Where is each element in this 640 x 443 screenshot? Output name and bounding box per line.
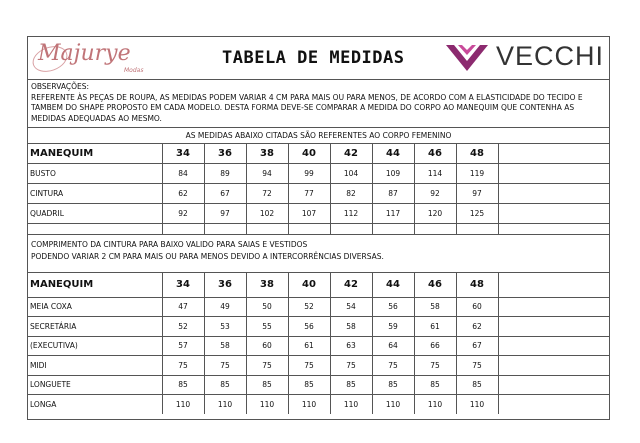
table-cell: 52 (162, 317, 204, 337)
table-row (28, 297, 609, 317)
header-label: MANEQUIM (28, 273, 162, 297)
table-cell: 75 (288, 356, 330, 376)
table-cell: 125 (456, 203, 498, 223)
table1-caption: AS MEDIDAS ABAIXO CITADAS SÃO REFERENTES AO CORPO FEMENINO (28, 128, 609, 144)
table-cell: 75 (456, 356, 498, 376)
table-cell: 109 (372, 163, 414, 183)
size-header: 42 (330, 144, 372, 163)
table-cell: 54 (330, 297, 372, 317)
size-header: 38 (246, 273, 288, 297)
table-cell: 67 (204, 183, 246, 203)
empty-cell (498, 317, 609, 337)
table-cell: 120 (414, 203, 456, 223)
table-cell: 110 (372, 395, 414, 415)
table-cell: 112 (330, 203, 372, 223)
vecchi-logo-text: VECCHI (496, 41, 605, 71)
table-cell: 104 (330, 163, 372, 183)
size-chart-sheet (27, 36, 610, 420)
table-cell: 89 (204, 163, 246, 183)
table-cell: 53 (204, 317, 246, 337)
table-row (28, 203, 609, 223)
observations-text: REFERENTE ÀS PEÇAS DE ROUPA, AS MEDIDAS PODEM VARIAR 4 CM PARA MAIS OU PARA MENOS, DE ACORDO COM A ELASTICIDADE DO TECIDO E TAMBEM DO SHAPE PROPOSTO EM CADA MODELO. DESTA FORMA DEVE-SE COMPARAR A MEDIDA DO CORPO AO MANEQUIM QUE CONTENHA AS MEDIDAS ADEQUADAS AO MESMO. (31, 92, 583, 123)
table-cell: 84 (162, 163, 204, 183)
length-note (28, 234, 609, 273)
table-cell: 62 (162, 183, 204, 203)
table-cell: 85 (246, 375, 288, 395)
row-label: MIDI (28, 356, 162, 376)
table-cell: 66 (414, 336, 456, 356)
empty-cell (498, 273, 609, 297)
table-cell: 85 (288, 375, 330, 395)
empty-cell (162, 223, 204, 234)
empty-cell (498, 336, 609, 356)
table-cell: 59 (372, 317, 414, 337)
size-header: 44 (372, 273, 414, 297)
empty-cell (498, 395, 609, 415)
table-cell: 61 (288, 336, 330, 356)
table-row (28, 183, 609, 203)
table-cell: 61 (414, 317, 456, 337)
observations-heading: OBSERVAÇÕES: (31, 82, 90, 91)
table-cell: 102 (246, 203, 288, 223)
table-cell: 75 (372, 356, 414, 376)
table-cell: 110 (162, 395, 204, 415)
table-header-row (28, 144, 609, 163)
table-cell: 110 (330, 395, 372, 415)
size-header: 34 (162, 144, 204, 163)
table-cell: 56 (288, 317, 330, 337)
size-header: 36 (204, 273, 246, 297)
table-cell: 110 (414, 395, 456, 415)
empty-cell (28, 223, 162, 234)
table-cell: 117 (372, 203, 414, 223)
header (28, 37, 609, 80)
table-cell: 75 (330, 356, 372, 376)
table-cell: 85 (414, 375, 456, 395)
table-cell: 107 (288, 203, 330, 223)
empty-cell (498, 203, 609, 223)
row-label: QUADRIL (28, 203, 162, 223)
observations (28, 80, 609, 128)
table-cell: 75 (246, 356, 288, 376)
row-label: LONGUETE (28, 375, 162, 395)
table-cell: 85 (330, 375, 372, 395)
size-header: 44 (372, 144, 414, 163)
table-cell: 99 (288, 163, 330, 183)
empty-cell (498, 356, 609, 376)
table-cell: 56 (372, 297, 414, 317)
brand-subtitle: Modas (124, 67, 144, 74)
size-header: 42 (330, 273, 372, 297)
table-cell: 110 (456, 395, 498, 415)
row-label: (EXECUTIVA) (28, 336, 162, 356)
table-cell: 63 (330, 336, 372, 356)
table-cell: 75 (162, 356, 204, 376)
empty-cell (330, 223, 372, 234)
empty-cell (414, 223, 456, 234)
empty-cell (498, 297, 609, 317)
table-cell: 64 (372, 336, 414, 356)
row-label: LONGA (28, 395, 162, 415)
empty-cell (246, 223, 288, 234)
table-cell: 85 (204, 375, 246, 395)
table-row (28, 317, 609, 337)
size-header: 40 (288, 144, 330, 163)
size-header: 40 (288, 273, 330, 297)
empty-cell (498, 223, 609, 234)
table-cell: 75 (414, 356, 456, 376)
empty-cell (204, 223, 246, 234)
length-note-line2: PODENDO VARIAR 2 CM PARA MAIS OU PARA MENOS DEVIDO A INTERCORRÊNCIAS DIVERSAS. (31, 252, 384, 261)
table-cell: 97 (456, 183, 498, 203)
table-cell: 92 (162, 203, 204, 223)
table-cell: 110 (204, 395, 246, 415)
row-label: BUSTO (28, 163, 162, 183)
table-cell: 57 (162, 336, 204, 356)
table-cell: 110 (246, 395, 288, 415)
table-cell: 92 (414, 183, 456, 203)
empty-row (28, 223, 609, 234)
table-cell: 58 (330, 317, 372, 337)
size-header: 46 (414, 144, 456, 163)
table-cell: 49 (204, 297, 246, 317)
empty-cell (498, 375, 609, 395)
table-header-row (28, 273, 609, 297)
table-cell: 58 (204, 336, 246, 356)
table-cell: 119 (456, 163, 498, 183)
size-header: 38 (246, 144, 288, 163)
empty-cell (288, 223, 330, 234)
table-row (28, 375, 609, 395)
table-cell: 72 (246, 183, 288, 203)
table-cell: 94 (246, 163, 288, 183)
table-row (28, 395, 609, 415)
empty-cell (498, 163, 609, 183)
table-cell: 110 (288, 395, 330, 415)
table-cell: 58 (414, 297, 456, 317)
table-cell: 85 (162, 375, 204, 395)
table-cell: 47 (162, 297, 204, 317)
length-note-line1: COMPRIMENTO DA CINTURA PARA BAIXO VALIDO PARA SAIAS E VESTIDOS (31, 240, 308, 249)
brand-logo: Majurye (38, 41, 131, 66)
page-title: TABELA DE MEDIDAS (222, 48, 405, 68)
empty-cell (372, 223, 414, 234)
table-cell: 75 (204, 356, 246, 376)
table-cell: 52 (288, 297, 330, 317)
vecchi-v-icon (444, 43, 490, 73)
size-header: 48 (456, 273, 498, 297)
table-cell: 67 (456, 336, 498, 356)
size-header: 46 (414, 273, 456, 297)
table-cell: 77 (288, 183, 330, 203)
row-label: SECRETÁRIA (28, 317, 162, 337)
table-row (28, 163, 609, 183)
empty-cell (498, 144, 609, 163)
table-cell: 114 (414, 163, 456, 183)
table-cell: 60 (246, 336, 288, 356)
table-cell: 82 (330, 183, 372, 203)
row-label: MEIA COXA (28, 297, 162, 317)
table-cell: 60 (456, 297, 498, 317)
size-header: 34 (162, 273, 204, 297)
table-cell: 97 (204, 203, 246, 223)
size-header: 48 (456, 144, 498, 163)
table-row (28, 336, 609, 356)
table-cell: 85 (456, 375, 498, 395)
size-header: 36 (204, 144, 246, 163)
table-row (28, 356, 609, 376)
table-cell: 85 (372, 375, 414, 395)
row-label: CINTURA (28, 183, 162, 203)
header-label: MANEQUIM (28, 144, 162, 163)
body-measurements-table (28, 144, 609, 234)
empty-cell (456, 223, 498, 234)
table-cell: 87 (372, 183, 414, 203)
table-cell: 50 (246, 297, 288, 317)
table-cell: 62 (456, 317, 498, 337)
table-cell: 55 (246, 317, 288, 337)
length-table (28, 273, 609, 414)
empty-cell (498, 183, 609, 203)
